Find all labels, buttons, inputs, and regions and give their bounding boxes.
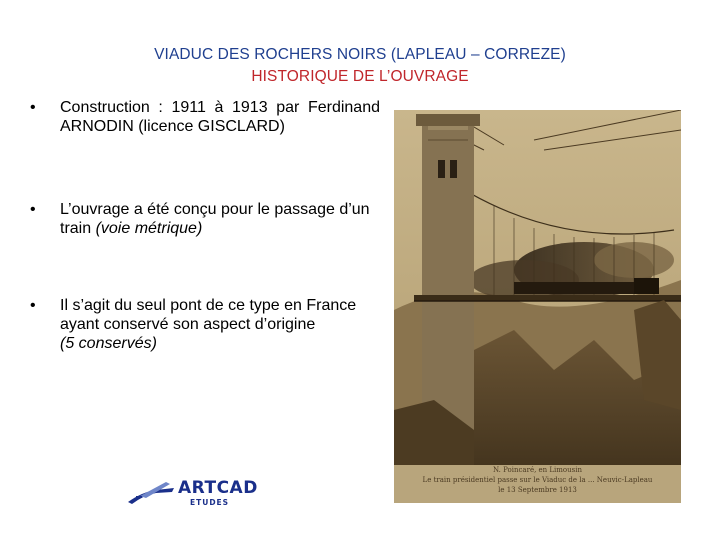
bullet-dot: • [30, 201, 36, 218]
bullet-text: Construction : 1911 à 1913 par Ferdinand ARNODIN (licence GISCLARD) [60, 99, 380, 135]
artcad-logo [126, 470, 256, 510]
caption-line-2: Le train présidentiel passe sur le Viaduc de la ... Neuvic-Lapleau [422, 476, 653, 484]
bullet-text: L’ouvrage a été conçu pour le passage d’un train [60, 201, 370, 237]
bullet-text: Il s’agit du seul pont de ce type en France ayant conservé son aspect d’origine [60, 297, 357, 333]
bullet-dot: • [30, 99, 36, 116]
bullet-item [30, 98, 380, 136]
bullet-item [30, 296, 380, 353]
logo-swoosh-icon [126, 474, 178, 508]
logo-subtitle: ETUDES [190, 498, 230, 507]
viaduct-photo [394, 110, 681, 503]
bullet-italic-text: (5 conservés) [60, 335, 157, 352]
title-line-2: HISTORIQUE DE L’OUVRAGE [251, 68, 469, 85]
logo-brand: ARTCAD [178, 478, 258, 498]
caption-line-3: le 13 Septembre 1913 [498, 486, 577, 494]
viaduct-illustration [394, 110, 681, 503]
bullet-italic-text: (voie métrique) [95, 220, 203, 237]
caption-line-1: N. Poincaré, en Limousin [492, 466, 582, 474]
bullet-item [30, 200, 380, 238]
bullet-dot: • [30, 297, 36, 314]
slide-title [40, 44, 680, 88]
photo-caption [394, 465, 681, 503]
title-line-1: VIADUC DES ROCHERS NOIRS (LAPLEAU – CORREZE) [154, 46, 566, 63]
